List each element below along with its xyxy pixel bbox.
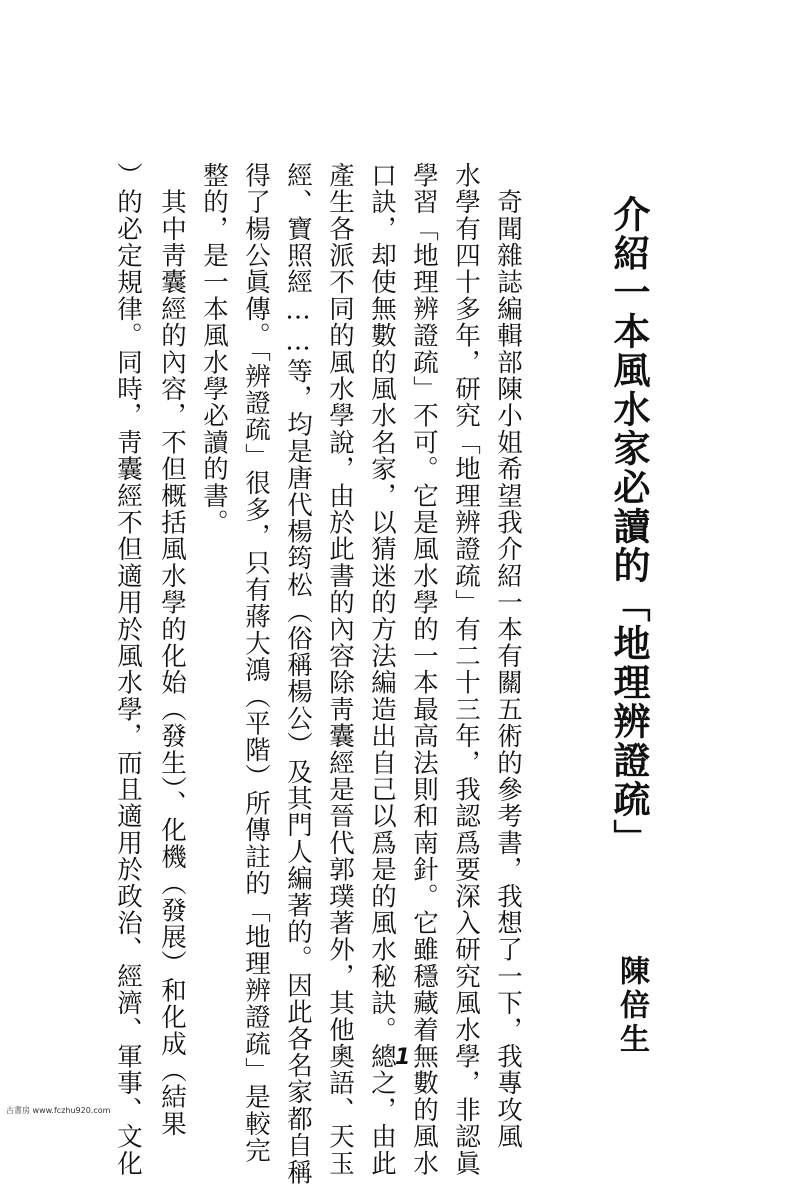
text-line: ）的必定規律。同時，靑囊經不但適用於風水學，而且適用於政治、經濟、軍事、文化 — [113, 162, 143, 1177]
text-line: 學習「地理辨證疏」不可。它是風水學的一本最高法則和南針。它雖穩藏着無數的風水 — [409, 162, 439, 1177]
page-number: 1 — [395, 1045, 411, 1070]
watermark-text: 古書房 www.fczhu920.com — [6, 1106, 111, 1115]
text-line: 水學有四十多年，研究「地理辨證疏」有二十三年，我認爲要深入研究風水學，非認眞 — [451, 162, 481, 1177]
text-line: 口訣，却使無數的風水名家，以猜迷的方法編造出自己以爲是的風水秘訣。總之，由此 — [367, 162, 397, 1177]
text-line: 其中靑囊經的內容，不但概括風水學的化始（發生）、化機（發展）和化成（結果 — [157, 162, 187, 1138]
text-line: 經、寶照經……等，均是唐代楊筠松（俗稱楊公）及其門人編著的。因此各名家都自稱 — [283, 162, 313, 1186]
text-line: 整的，是一本風水學必讀的書。 — [199, 162, 229, 536]
text-line: 產生各派不同的風水學說，由於此書的內容除靑囊經是晉代郭璞著外，其他奧語、天玉 — [325, 162, 355, 1177]
text-line: 得了楊公眞傳。「辨證疏」很多，只有蔣大鴻（平階）所傳註的「地理辨證疏」是較完 — [241, 162, 271, 1164]
article-title: 介紹一本風水家必讀的「地理辨證疏」 — [607, 195, 651, 858]
text-line: 奇聞雜誌編輯部陳小姐希望我介紹一本有關五術的參考書，我想了一下，我專攻風 — [493, 162, 523, 1150]
author-name: 陳倍生 — [614, 955, 649, 1057]
